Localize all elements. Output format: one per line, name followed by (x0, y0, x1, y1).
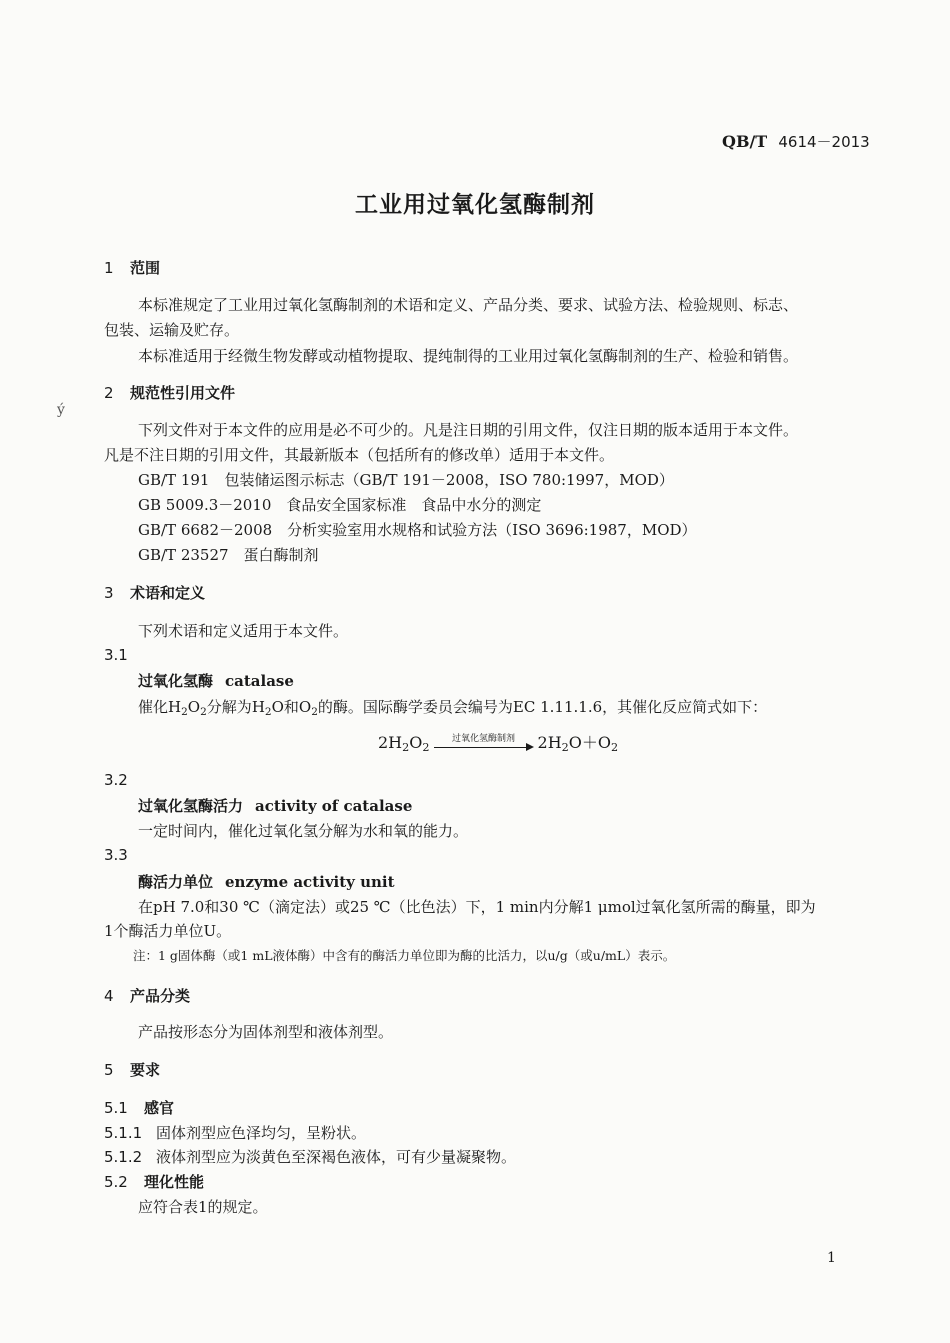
paragraph: 包装、运输及贮存。 (104, 321, 240, 339)
section-number: 1 (104, 259, 114, 277)
subsection-title: 理化性能 (144, 1173, 205, 1191)
document-title: 工业用过氧化氢酶制剂 (355, 192, 595, 218)
standard-code (722, 131, 870, 152)
reaction-arrow (434, 733, 534, 755)
reference-item: GB/T 6682－2008 分析实验室用水规格和试验方法（ISO 3696:1987，MOD） (138, 521, 697, 539)
standard-code-prefix: QB/T (722, 132, 768, 151)
reaction-equation: $2H_2O_2$ 过氧化氢酶制剂 $2H_2O+O_2$ (378, 730, 618, 755)
term-heading (138, 795, 412, 816)
term-cn: 酶活力单位 (138, 873, 214, 891)
section-5-heading (104, 1059, 160, 1080)
paragraph: 本标准规定了工业用过氧化氢酶制剂的术语和定义、产品分类、要求、试验方法、检验规则、标志、 (138, 296, 799, 314)
paragraph: 下列术语和定义适用于本文件。 (138, 622, 349, 640)
section-title: 术语和定义 (130, 584, 206, 602)
reference-item: GB 5009.3－2010 食品安全国家标准 食品中水分的测定 (138, 496, 542, 514)
paragraph: 应符合表1的规定。 (138, 1198, 268, 1216)
section-title: 规范性引用文件 (130, 384, 236, 402)
section-4-heading (104, 985, 190, 1006)
subsection-number: 5.1 (104, 1099, 128, 1117)
term-cn: 过氧化氢酶活力 (138, 797, 244, 815)
paragraph: 产品按形态分为固体剂型和液体剂型。 (138, 1023, 394, 1041)
term-definition: 在pH 7.0和30 ℃（滴定法）或25 ℃（比色法）下，1 min内分解1 μmol过氧化氢所需的酶量，即为 (138, 898, 816, 916)
clause (104, 1146, 516, 1167)
term-en: activity of catalase (255, 797, 413, 815)
section-title: 产品分类 (130, 987, 191, 1005)
paragraph: 本标准适用于经微生物发酵或动植物提取、提纯制得的工业用过氧化氢酶制剂的生产、检验和销售。 (138, 347, 799, 365)
section-number: 4 (104, 987, 114, 1005)
term-heading (138, 670, 294, 691)
clause-text: 固体剂型应色泽均匀，呈粉状。 (156, 1124, 367, 1142)
subsection-5-2-heading (104, 1171, 204, 1192)
clause-number: 3.3 (104, 846, 128, 864)
term-en: enzyme activity unit (225, 873, 395, 891)
term-definition: 1个酶活力单位U。 (104, 922, 232, 940)
section-title: 要求 (130, 1061, 161, 1079)
section-title: 范围 (130, 259, 161, 277)
section-2-heading (104, 382, 235, 403)
clause-number: 5.1.2 (104, 1148, 143, 1166)
clause (104, 1122, 366, 1143)
paragraph: 下列文件对于本文件的应用是必不可少的。凡是注日期的引用文件，仅注日期的版本适用于本文件。 (138, 421, 799, 439)
section-1-heading (104, 257, 160, 278)
subsection-number: 5.2 (104, 1173, 128, 1191)
term-definition: 一定时间内，催化过氧化氢分解为水和氧的能力。 (138, 822, 469, 840)
margin-mark: ý (57, 402, 65, 418)
term-definition: 催化$H_2O_2$分解为$H_2O$和$O_2$的酶。国际酶学委员会编号为EC 1.11.1.6，其催化反应简式如下： (138, 698, 768, 718)
clause-number: 5.1.1 (104, 1124, 143, 1142)
section-number: 3 (104, 584, 114, 602)
subsection-title: 感官 (144, 1099, 175, 1117)
paragraph: 凡是不注日期的引用文件，其最新版本（包括所有的修改单）适用于本文件。 (104, 446, 615, 464)
reference-item: GB/T 23527 蛋白酶制剂 (138, 546, 319, 564)
arrow-label: 过氧化氢酶制剂 (452, 733, 516, 744)
clause-number: 3.1 (104, 646, 128, 664)
section-number: 2 (104, 384, 114, 402)
subsection-5-1-heading (104, 1097, 174, 1118)
term-en: catalase (225, 672, 294, 690)
section-number: 5 (104, 1061, 114, 1079)
clause-text: 液体剂型应为淡黄色至深褐色液体，可有少量凝聚物。 (156, 1148, 517, 1166)
section-3-heading (104, 582, 205, 603)
term-cn: 过氧化氢酶 (138, 672, 214, 690)
note: 注：1 g固体酶（或1 mL液体酶）中含有的酶活力单位即为酶的比活力，以u/g（或u/mL）表示。 (133, 948, 676, 963)
standard-code-number: 4614－2013 (778, 133, 870, 151)
reference-item: GB/T 191 包装储运图示标志（GB/T 191－2008，ISO 780:1997，MOD） (138, 471, 674, 489)
term-heading (138, 871, 395, 892)
clause-number: 3.2 (104, 771, 128, 789)
page-number: 1 (827, 1250, 836, 1266)
